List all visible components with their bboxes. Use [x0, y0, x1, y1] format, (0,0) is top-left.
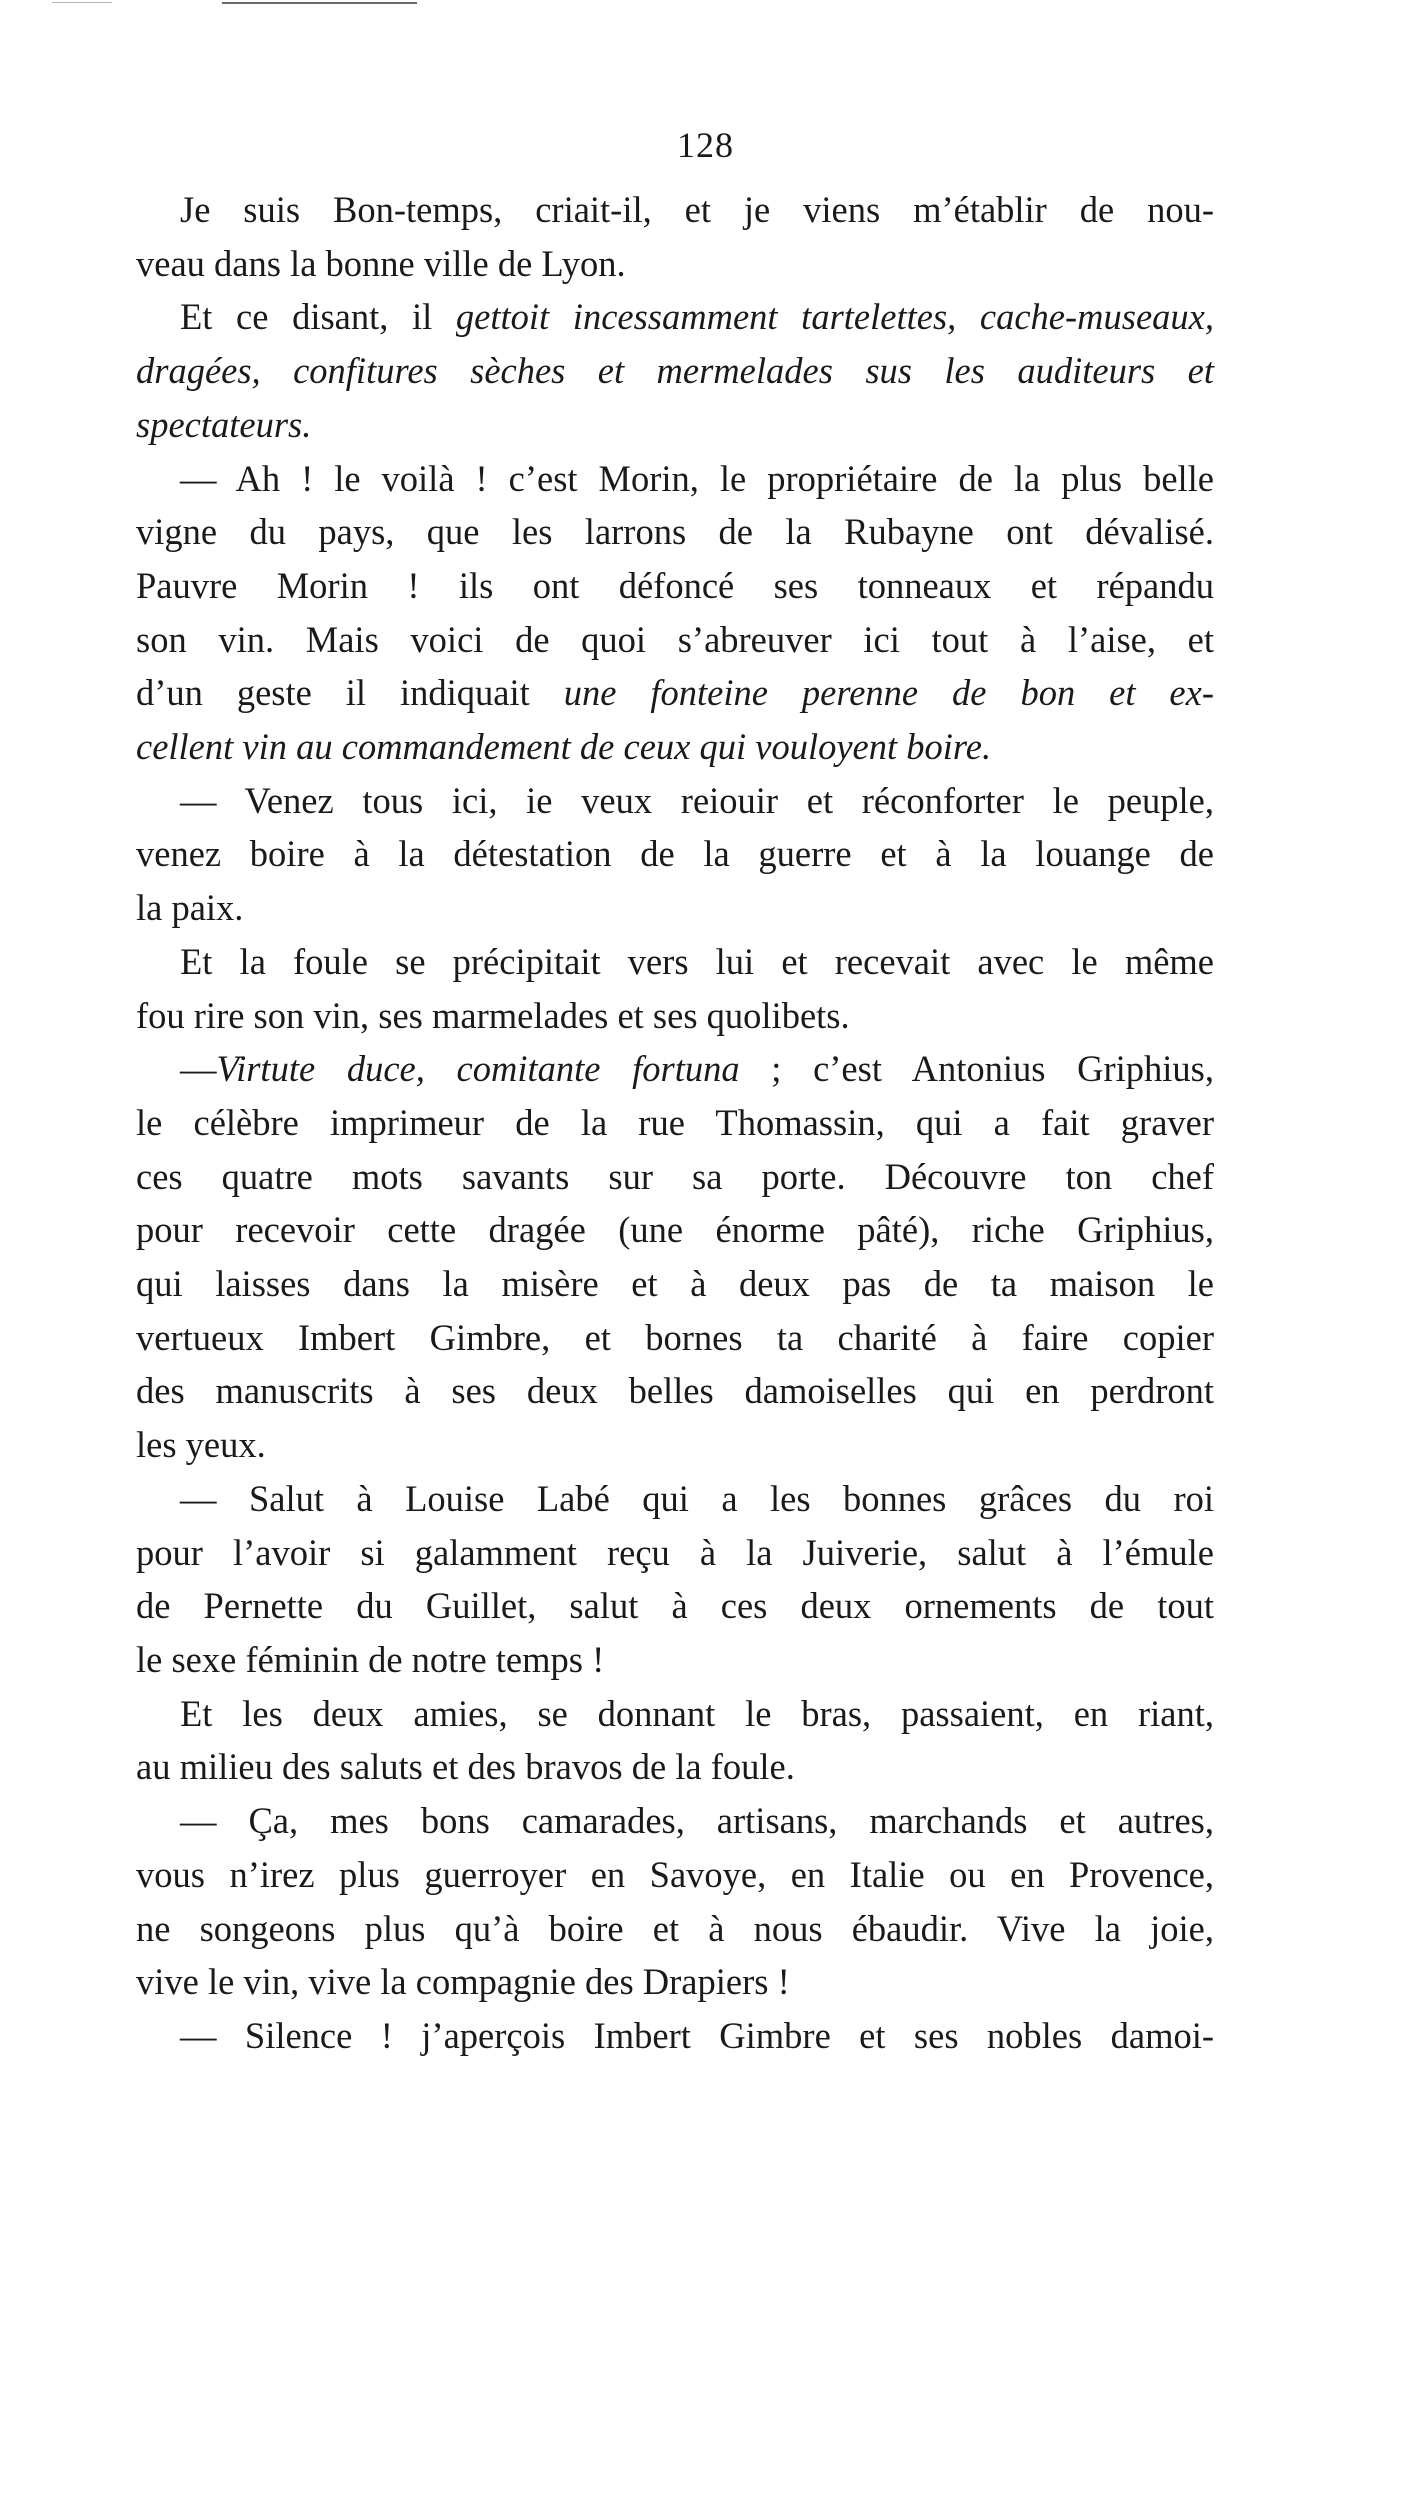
text-line — [136, 2009, 1214, 2063]
text-line — [136, 1740, 1214, 1794]
italic-text: dragées, confitures sèches et mermelades sus les auditeurs et — [136, 350, 1214, 392]
text-line — [136, 505, 1214, 559]
page-number: 128 — [677, 125, 734, 165]
text-line — [136, 183, 1214, 237]
text: le sexe féminin de notre temps ! — [136, 1638, 605, 1680]
text-line — [136, 613, 1214, 667]
paragraph — [136, 183, 1214, 290]
text-line — [136, 1311, 1214, 1365]
text-line — [136, 237, 1214, 291]
text: de Pernette du Guillet, salut à ces deux ornements de tout — [136, 1585, 1214, 1627]
text-line — [136, 1418, 1214, 1472]
text-line — [136, 881, 1214, 935]
text-line — [136, 1687, 1214, 1741]
text-line — [136, 1902, 1214, 1956]
paragraph — [136, 1794, 1214, 2009]
text-line — [136, 827, 1214, 881]
text: Je suis Bon-temps, criait-il, et je viens m’établir de nou- — [180, 189, 1214, 230]
text: son vin. Mais voici de quoi s’abreuver ici tout à l’aise, et — [136, 618, 1214, 660]
text: vous n’irez plus guerroyer en Savoye, en Italie ou en Provence, — [136, 1853, 1214, 1895]
text-line — [136, 1203, 1214, 1257]
text-line — [136, 720, 1214, 774]
text: Pauvre Morin ! ils ont défoncé ses tonneaux et répandu — [136, 564, 1214, 606]
text-line — [136, 452, 1214, 506]
text: veau dans la bonne ville de Lyon. — [136, 242, 626, 284]
scan-edge-rule — [222, 2, 417, 4]
text: — Salut à Louise Labé qui a les bonnes grâces du roi — [180, 1477, 1214, 1519]
text-line — [136, 1955, 1214, 2009]
text: — Venez tous ici, ie veux reiouir et réconforter le peuple, — [180, 779, 1214, 821]
text: — Ça, mes bons camarades, artisans, marchands et autres, — [180, 1800, 1214, 1842]
text: vive le vin, vive la compagnie des Drapiers ! — [136, 1961, 790, 2003]
text-line — [136, 1579, 1214, 1633]
text: — Ah ! le voilà ! c’est Morin, le propriétaire de la plus belle — [180, 457, 1214, 499]
text: pour recevoir cette dragée (une énorme pâté), riche Griphius, — [136, 1209, 1214, 1251]
paragraph — [136, 290, 1214, 451]
paragraph — [136, 1472, 1214, 1687]
paragraph — [136, 1687, 1214, 1794]
text-line — [136, 1257, 1214, 1311]
text: qui laisses dans la misère et à deux pas de ta maison le — [136, 1263, 1214, 1305]
text-line — [136, 1096, 1214, 1150]
text-line — [136, 1042, 1214, 1096]
text: — — [180, 1048, 217, 1090]
italic-text: une fonteine perenne de bon et ex- — [563, 672, 1214, 714]
text-line — [136, 398, 1214, 452]
text: vertueux Imbert Gimbre, et bornes ta charité à faire copier — [136, 1316, 1214, 1358]
text: ces quatre mots savants sur sa porte. Découvre ton chef — [136, 1155, 1214, 1197]
text-line — [136, 935, 1214, 989]
text-line — [136, 344, 1214, 398]
text: le célèbre imprimeur de la rue Thomassin, qui a fait graver — [136, 1101, 1214, 1143]
scan-edge-mark — [52, 2, 112, 3]
text: ne songeons plus qu’à boire et à nous ébaudir. Vive la joie, — [136, 1907, 1214, 1949]
text-line — [136, 1526, 1214, 1580]
text: la paix. — [136, 887, 244, 929]
text: les yeux. — [136, 1424, 266, 1466]
text: ; c’est Antonius Griphius, — [739, 1048, 1215, 1090]
text: d’un geste il indiquait — [136, 672, 564, 714]
text: des manuscrits à ses deux belles damoiselles qui en perdront — [136, 1370, 1214, 1412]
paragraph — [136, 2009, 1214, 2063]
text-line — [136, 774, 1214, 828]
text: Et ce disant, il — [180, 296, 456, 338]
text-line — [136, 1472, 1214, 1526]
text-line — [136, 1150, 1214, 1204]
paragraph — [136, 935, 1214, 1042]
text-line — [136, 1848, 1214, 1902]
text: fou rire son vin, ses marmelades et ses quolibets. — [136, 994, 850, 1036]
text-line — [136, 1364, 1214, 1418]
italic-text: cellent vin au commandement de ceux qui vouloyent boire. — [136, 726, 992, 768]
text-line — [136, 1633, 1214, 1687]
text-line — [136, 559, 1214, 613]
italic-text: spectateurs. — [136, 403, 312, 445]
text: pour l’avoir si galamment reçu à la Juiverie, salut à l’émule — [136, 1531, 1214, 1573]
italic-text: Virtute duce, comitante fortuna — [216, 1048, 740, 1090]
paragraph — [136, 1042, 1214, 1472]
text: venez boire à la détestation de la guerre et à la louange de — [136, 833, 1214, 875]
paragraph — [136, 452, 1214, 774]
text: Et les deux amies, se donnant le bras, passaient, en riant, — [180, 1692, 1214, 1734]
text-line — [136, 989, 1214, 1043]
text-line — [136, 666, 1214, 720]
text: Et la foule se précipitait vers lui et recevait avec le même — [180, 940, 1214, 982]
text-line — [136, 290, 1214, 344]
text-line — [136, 1794, 1214, 1848]
page-body — [136, 183, 1214, 2063]
paragraph — [136, 774, 1214, 935]
text: au milieu des saluts et des bravos de la foule. — [136, 1746, 795, 1788]
italic-text: gettoit incessamment tartelettes, cache-museaux, — [455, 296, 1214, 338]
text: — Silence ! j’aperçois Imbert Gimbre et ses nobles damoi- — [180, 2014, 1214, 2056]
text: vigne du pays, que les larrons de la Rubayne ont dévalisé. — [136, 511, 1214, 553]
